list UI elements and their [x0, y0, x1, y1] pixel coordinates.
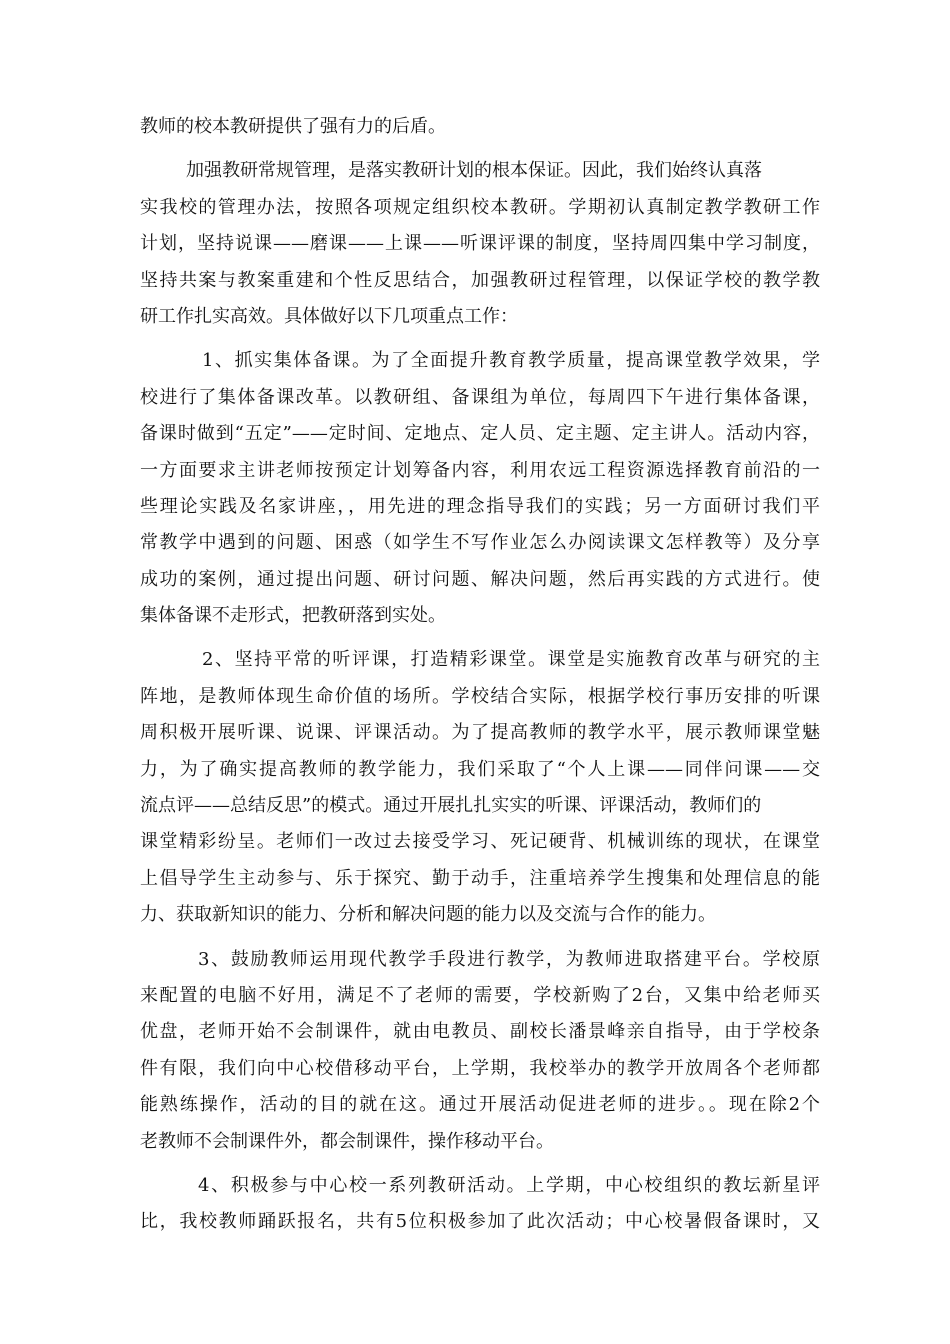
text-line: 坚持共案与教案重建和个性反思结合，加强教研过程管理，以保证学校的教学教 [140, 269, 820, 291]
text-line: 常教学中遇到的问题、困惑（如学生不写作业怎么办阅读课文怎样教等）及分享 [140, 532, 820, 554]
text-line: 4、积极参与中心校一系列教研活动。上学期，中心校组织的教坛新星评 [198, 1174, 820, 1196]
text-line: 件有限，我们向中心校借移动平台，上学期，我校举办的教学开放周各个老师都 [140, 1057, 820, 1079]
text-line: 加强教研常规管理，是落实教研计划的根本保证。因此，我们始终认真落 [186, 160, 762, 182]
text-line: 研工作扎实高效。具体做好以下几项重点工作： [140, 305, 518, 327]
text-line: 2、坚持平常的听评课，打造精彩课堂。课堂是实施教育改革与研究的主 [202, 649, 820, 671]
text-line: 阵地，是教师体现生命价值的场所。学校结合实际，根据学校行事历安排的听课 [140, 685, 820, 707]
text-line: 一方面要求主讲老师按预定计划筹备内容，利用农远工程资源选择教育前沿的一 [140, 459, 820, 481]
text-line: 力，为了确实提高教师的教学能力，我们采取了“个人上课——同伴问课——交 [140, 758, 820, 780]
text-line: 周积极开展听课、说课、评课活动。为了提高教师的教学水平，展示教师课堂魅 [140, 722, 820, 744]
text-line: 能熟练操作，活动的目的就在这。通过开展活动促进老师的进步。。现在除2个 [140, 1094, 820, 1116]
text-line: 来配置的电脑不好用，满足不了老师的需要，学校新购了2台，又集中给老师买 [140, 984, 820, 1006]
text-line: 老教师不会制课件外，都会制课件，操作移动平台。 [140, 1130, 554, 1152]
text-line: 教师的校本教研提供了强有力的后盾。 [140, 116, 446, 137]
body-text [140, 109, 820, 1241]
text-line: 力、获取新知识的能力、分析和解决问题的能力以及交流与合作的能力。 [140, 904, 716, 926]
text-line: 校进行了集体备课改革。以教研组、备课组为单位，每周四下午进行集体备课， [140, 386, 820, 408]
text-line: 集体备课不走形式，把教研落到实处。 [140, 605, 446, 627]
text-line: 优盘，老师开始不会制课件，就由电教员、副校长潘景峰亲自指导，由于学校条 [140, 1021, 820, 1043]
text-line: 实我校的管理办法，按照各项规定组织校本教研。学期初认真制定教学教研工作 [140, 196, 820, 218]
text-line: 流点评——总结反思”的模式。通过开展扎扎实实的听课、评课活动，教师们的 [140, 795, 762, 817]
text-line: 计划，坚持说课——磨课——上课——听课评课的制度，坚持周四集中学习制度， [140, 233, 820, 255]
text-line: 备课时做到“五定”——定时间、定地点、定人员、定主题、定主讲人。活动内容， [140, 423, 820, 445]
text-line: 1、抓实集体备课。为了全面提升教育教学质量，提高课堂教学效果，学 [202, 350, 820, 372]
text-line: 3、鼓励教师运用现代教学手段进行教学，为教师进取搭建平台。学校原 [198, 948, 820, 970]
text-line: 成功的案例，通过提出问题、研讨问题、解决问题，然后再实践的方式进行。使 [140, 568, 820, 590]
text-line: 比，我校教师踊跃报名，共有5位积极参加了此次活动；中心校暑假备课时，又 [140, 1211, 820, 1233]
text-line: 些理论实践及名家讲座，，用先进的理念指导我们的实践；另一方面研讨我们平 [140, 495, 820, 517]
text-line: 上倡导学生主动参与、乐于探究、勤于动手，注重培养学生搜集和处理信息的能 [140, 867, 820, 889]
text-line: 课堂精彩纷呈。老师们一改过去接受学习、死记硬背、机械训练的现状，在课堂 [140, 831, 820, 853]
